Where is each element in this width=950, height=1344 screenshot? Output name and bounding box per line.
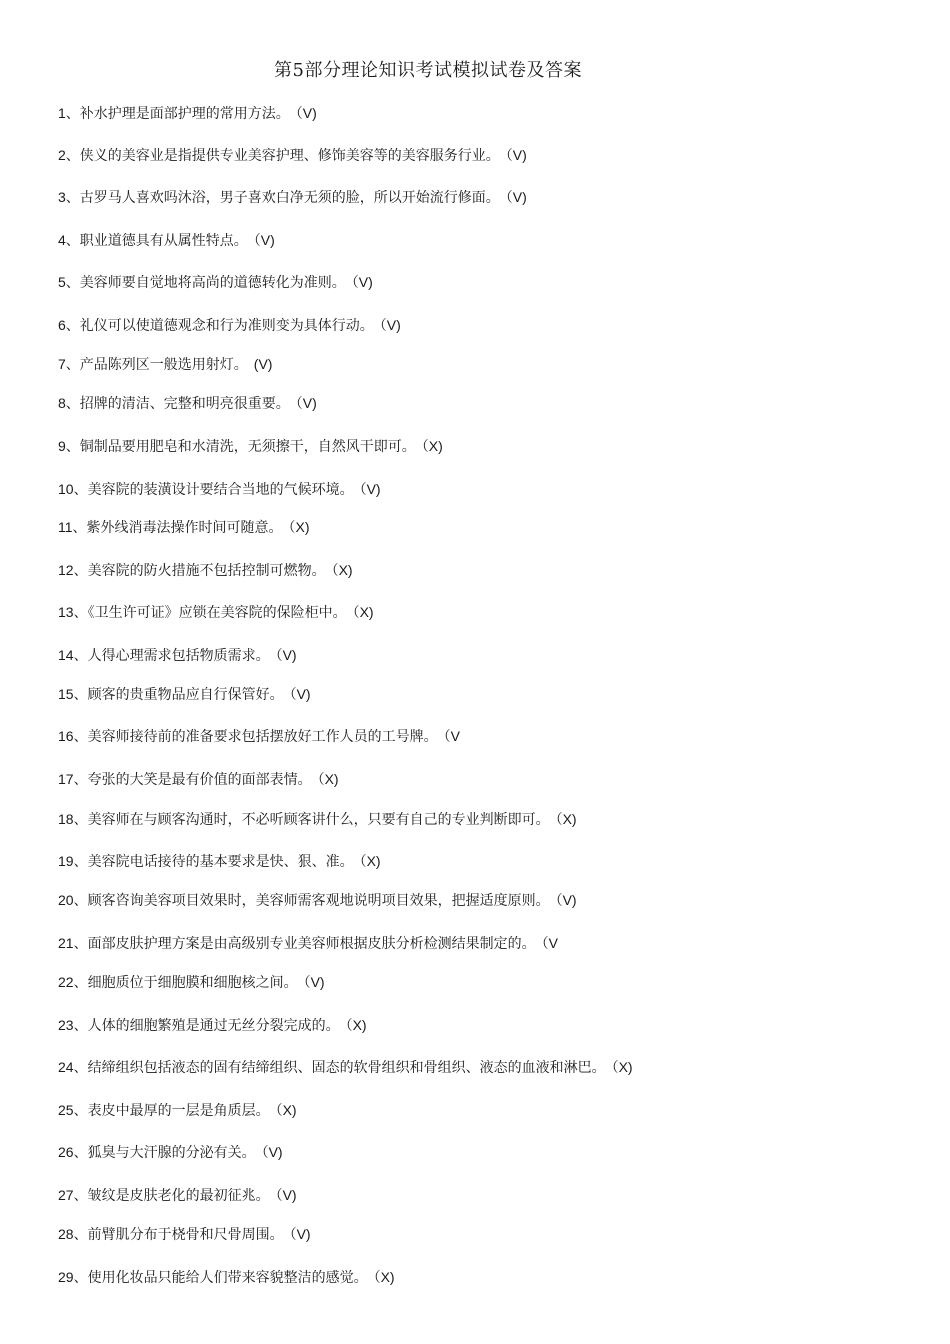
question-answer: （X) [288, 519, 310, 535]
question-separator: 、 [65, 396, 80, 412]
question-separator: 、 [73, 482, 88, 498]
question-item [58, 394, 317, 413]
question-separator: 、 [65, 106, 80, 122]
question-answer: （V) [253, 232, 275, 248]
question-number: 17 [58, 771, 74, 787]
question-answer: （V) [275, 647, 297, 663]
question-separator: 、 [73, 893, 88, 909]
question-number: 3 [58, 189, 66, 205]
question-answer: （V) [295, 395, 317, 411]
question-number: 19 [58, 853, 74, 869]
question-item [58, 770, 339, 789]
question-separator: 、 [65, 233, 80, 249]
question-number: 23 [58, 1017, 74, 1033]
question-number: 13 [58, 604, 74, 620]
question-item [58, 437, 443, 456]
question-number: 18 [58, 811, 74, 827]
question-answer: （X) [359, 853, 381, 869]
question-number: 5 [58, 274, 66, 290]
question-number: 16 [58, 728, 74, 744]
question-item [58, 518, 310, 537]
question-answer: （X) [352, 604, 374, 620]
question-text: 夸张的大笑是最有价值的面部表情。 [87, 772, 312, 788]
question-text: 《卫生许可证》应锁在美容院的保险柜中。 [87, 605, 347, 621]
question-text: 侠义的美容业是指提供专业美容护理、修饰美容等的美容服务行业。 [79, 148, 500, 164]
question-number: 25 [58, 1102, 74, 1118]
question-number: 12 [58, 562, 74, 578]
question-separator: 、 [73, 936, 88, 952]
question-answer: （V) [295, 105, 317, 121]
question-text: 人得心理需求包括物质需求。 [87, 648, 270, 664]
question-text: 铜制品要用肥皂和水清洗，无须擦干，自然风干即可。 [79, 439, 416, 455]
question-text: 紫外线消毒法操作时间可随意。 [86, 520, 283, 536]
question-item [58, 973, 325, 992]
question-text: 细胞质位于细胞膜和细胞核之间。 [87, 975, 298, 991]
question-number: 4 [58, 232, 66, 248]
question-item [58, 727, 460, 746]
question-answer: （X) [331, 562, 353, 578]
question-text: 职业道德具有从属性特点。 [79, 233, 248, 249]
question-text: 顾客咨询美容项目效果时，美容师需客观地说明项目效果，把握适度原则。 [87, 893, 550, 909]
question-text: 使用化妆品只能给人们带来容貌整洁的感觉。 [87, 1270, 368, 1286]
question-separator: 、 [73, 1145, 88, 1161]
question-answer: （V) [289, 686, 311, 702]
question-answer: （V) [379, 317, 401, 333]
question-separator: 、 [65, 439, 80, 455]
question-separator: 、 [73, 1270, 88, 1286]
question-answer: （X) [317, 771, 339, 787]
question-item [58, 480, 381, 499]
question-text: 美容院的防火措施不包括控制可燃物。 [87, 563, 326, 579]
question-separator: 、 [73, 772, 88, 788]
question-answer: （V [541, 935, 558, 951]
question-separator: 、 [73, 1060, 88, 1076]
question-text: 礼仪可以使道德观念和行为准则变为具体行动。 [79, 318, 374, 334]
question-text: 美容院电话接待的基本要求是快、狠、准。 [87, 854, 354, 870]
question-text: 产品陈列区一般选用射灯。 [79, 357, 248, 373]
question-item [58, 646, 297, 665]
question-number: 20 [58, 892, 74, 908]
question-answer: （X) [373, 1269, 395, 1285]
question-separator: 、 [73, 729, 88, 745]
question-item [58, 104, 317, 123]
question-answer: （X) [345, 1017, 367, 1033]
question-number: 24 [58, 1059, 74, 1075]
question-separator: 、 [73, 687, 88, 703]
question-item [58, 1225, 311, 1244]
question-item [58, 316, 401, 335]
question-item [58, 146, 527, 165]
question-separator: 、 [73, 854, 88, 870]
question-separator: 、 [72, 520, 87, 536]
question-item [58, 810, 577, 829]
question-answer: （V) [359, 481, 381, 497]
question-number: 26 [58, 1144, 74, 1160]
question-number: 6 [58, 317, 66, 333]
question-text: 结缔组织包括液态的固有结缔组织、固态的软骨组织和骨组织、液态的血液和淋巴。 [87, 1060, 606, 1076]
question-item [58, 1186, 297, 1205]
question-number: 8 [58, 395, 66, 411]
question-number: 27 [58, 1187, 74, 1203]
question-text: 美容师在与顾客沟通时，不必听顾客讲什么，只要有自己的专业判断即可。 [87, 812, 550, 828]
question-item [58, 1268, 395, 1287]
question-answer: （V [443, 728, 460, 744]
question-number: 2 [58, 147, 66, 163]
question-item [58, 852, 381, 871]
question-text: 前臂肌分布于桡骨和尺骨周围。 [87, 1227, 284, 1243]
question-separator: 、 [65, 275, 80, 291]
question-separator: 、 [73, 563, 88, 579]
question-answer: （V) [289, 1226, 311, 1242]
question-answer: （V) [261, 1144, 283, 1160]
question-number: 1 [58, 105, 66, 121]
question-answer: （V) [303, 974, 325, 990]
question-item [58, 355, 272, 374]
question-answer: （X) [555, 811, 577, 827]
question-number: 11 [58, 519, 73, 535]
question-number: 22 [58, 974, 74, 990]
question-answer: （X) [275, 1102, 297, 1118]
question-answer: (V) [253, 356, 273, 372]
question-item [58, 1143, 283, 1162]
question-text: 顾客的贵重物品应自行保管好。 [87, 687, 284, 703]
question-text: 狐臭与大汗腺的分泌有关。 [87, 1145, 256, 1161]
question-answer: （V) [351, 274, 373, 290]
question-number: 28 [58, 1226, 74, 1242]
question-text: 面部皮肤护理方案是由高级别专业美容师根据皮肤分析检测结果制定的。 [87, 936, 536, 952]
question-text: 人体的细胞繁殖是通过无丝分裂完成的。 [87, 1018, 340, 1034]
question-item [58, 188, 527, 207]
question-item [58, 1058, 633, 1077]
question-item [58, 603, 374, 622]
question-item [58, 891, 577, 910]
question-number: 29 [58, 1269, 74, 1285]
question-separator: 、 [73, 1103, 88, 1119]
question-answer: （V) [275, 1187, 297, 1203]
question-text: 美容师接待前的准备要求包括摆放好工作人员的工号牌。 [87, 729, 438, 745]
question-text: 皱纹是皮肤老化的最初征兆。 [87, 1188, 270, 1204]
question-separator: 、 [73, 1188, 88, 1204]
question-separator: 、 [65, 318, 80, 334]
question-separator: 、 [65, 190, 80, 206]
question-item [58, 273, 373, 292]
question-text: 表皮中最厚的一层是角质层。 [87, 1103, 270, 1119]
question-text: 美容师要自觉地将高尚的道德转化为准则。 [79, 275, 346, 291]
question-number: 21 [58, 935, 74, 951]
page-title: 第5部分理论知识考试模拟试卷及答案 [274, 60, 582, 81]
question-answer: （X) [421, 438, 443, 454]
question-answer: （V) [505, 189, 527, 205]
question-number: 15 [58, 686, 74, 702]
question-number: 10 [58, 481, 74, 497]
question-text: 美容院的装潢设计要结合当地的气候环境。 [87, 482, 354, 498]
question-answer: （X) [611, 1059, 633, 1075]
question-text: 补水护理是面部护理的常用方法。 [79, 106, 290, 122]
question-number: 14 [58, 647, 74, 663]
question-item [58, 1016, 367, 1035]
question-item [58, 1101, 297, 1120]
question-separator: 、 [73, 648, 88, 664]
question-item [58, 934, 558, 953]
question-number: 7 [58, 356, 66, 372]
question-number: 9 [58, 438, 66, 454]
question-separator: 、 [73, 1018, 88, 1034]
question-separator: 、 [73, 975, 88, 991]
question-separator: 、 [65, 148, 80, 164]
question-separator: 、 [73, 605, 88, 621]
question-text: 古罗马人喜欢吗沐浴，男子喜欢白净无须的脸，所以开始流行修面。 [79, 190, 500, 206]
question-answer: （V) [555, 892, 577, 908]
question-separator: 、 [65, 357, 80, 373]
question-text: 招牌的清洁、完整和明亮很重要。 [79, 396, 290, 412]
question-separator: 、 [73, 1227, 88, 1243]
question-item [58, 231, 275, 250]
question-item [58, 561, 353, 580]
question-separator: 、 [73, 812, 88, 828]
question-item [58, 685, 311, 704]
question-answer: （V) [505, 147, 527, 163]
